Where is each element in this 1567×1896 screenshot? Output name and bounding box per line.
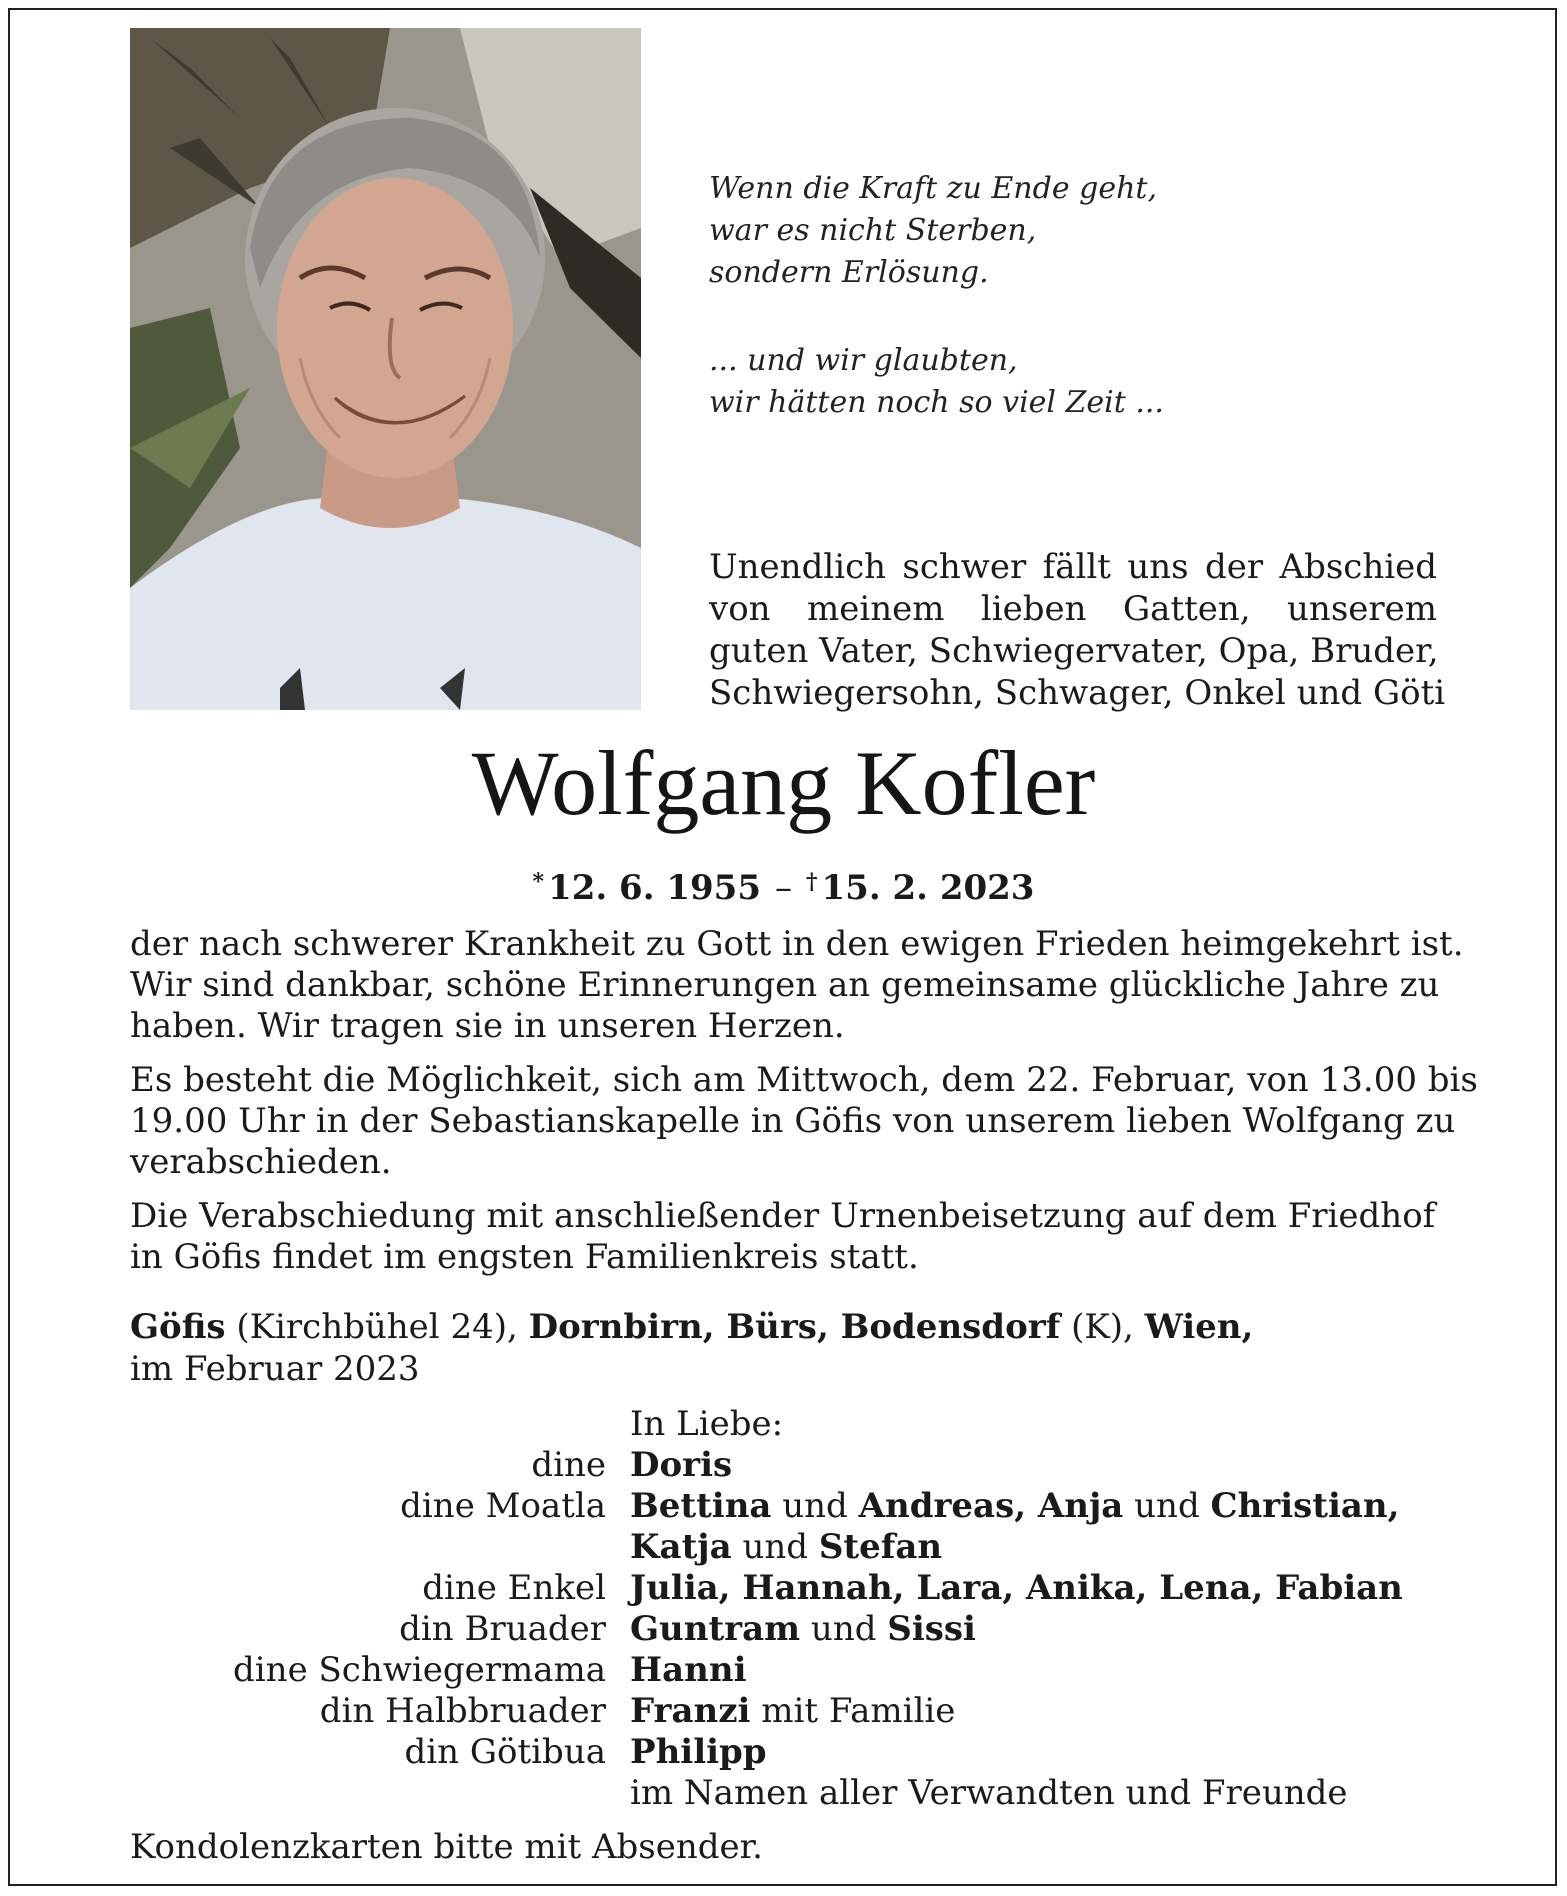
birth-symbol: * [532, 869, 545, 895]
poem-line: sondern Erlösung. [709, 255, 989, 290]
place-region-note: (K), [1071, 1307, 1134, 1347]
mourner-row [130, 1773, 1450, 1814]
body-paragraph-1 [130, 924, 1464, 1047]
relation-label: dine Schwiegermama [233, 1650, 606, 1690]
poem-stanza-1 [709, 168, 1157, 294]
intro-line: von meinem lieben Gatten, unserem [709, 589, 1437, 629]
mourner-name: Sissi [887, 1609, 976, 1649]
mourner-row: dine Moatla Bettina und Andreas, Anja und Christian, [130, 1486, 1450, 1527]
mourner-name: Philipp [630, 1732, 767, 1772]
places-block [130, 1306, 1253, 1390]
intro-line: Unendlich schwer fällt uns der Abschied [709, 547, 1437, 587]
mourner-name: Franzi [630, 1691, 751, 1731]
place-wien: Wien, [1144, 1307, 1254, 1347]
mourner-name: Hanni [630, 1650, 747, 1690]
mourner-name: Doris [630, 1445, 733, 1485]
body-paragraph-2 [130, 1060, 1478, 1183]
mourner-row: din Halbbruader Franzi mit Familie [130, 1691, 1450, 1732]
relation-label: dine Enkel [422, 1568, 606, 1608]
death-symbol: † [806, 869, 818, 895]
body-line: Die Verabschiedung mit anschließender Urnenbeisetzung auf dem Friedhof [130, 1196, 1436, 1236]
deceased-name: Wolfgang Kofler [471, 732, 1096, 834]
relation-label: din Halbbruader [319, 1691, 606, 1731]
mourner-name: Stefan [818, 1527, 943, 1567]
places-line [130, 1306, 1253, 1348]
footer-note: Kondolenzkarten bitte mit Absender. [130, 1827, 763, 1867]
intro-text [709, 546, 1446, 714]
life-dates [0, 860, 1567, 910]
portrait-illustration [130, 28, 641, 710]
mourner-row [130, 1568, 1450, 1609]
mourners-list [130, 1404, 1450, 1814]
body-line: Es besteht die Möglichkeit, sich am Mittwoch, dem 22. Februar, von 13.00 bis [130, 1060, 1478, 1100]
mourner-row [130, 1650, 1450, 1691]
poem-line: ... und wir glaubten, [709, 343, 1018, 378]
mourner-name: Guntram [630, 1609, 801, 1649]
intro-line: guten Vater, Schwiegervater, Opa, Bruder, [709, 631, 1439, 671]
mourner-name: Bettina [630, 1486, 772, 1526]
body-line: 19.00 Uhr in der Sebastianskapelle in Göfis von unserem lieben Wolfgang zu [130, 1101, 1456, 1141]
intro-line: Schwiegersohn, Schwager, Onkel und Göti [709, 673, 1446, 713]
mourners-closing: im Namen aller Verwandten und Freunde [630, 1773, 1348, 1813]
mourner-row: din Bruader Guntram und Sissi [130, 1609, 1450, 1650]
mourner-name: Julia, Hannah, Lara, Anika, Lena, Fabian [630, 1568, 1403, 1608]
body-line: der nach schwerer Krankheit zu Gott in den ewigen Frieden heimgekehrt ist. [130, 924, 1464, 964]
place-date: im Februar 2023 [130, 1349, 420, 1389]
mourner-name: Katja [630, 1527, 732, 1567]
body-line: verabschieden. [130, 1142, 392, 1182]
relation-label: din Bruader [399, 1609, 606, 1649]
mourner-row [130, 1732, 1450, 1773]
body-line: in Göfis findet im engsten Familienkreis statt. [130, 1237, 919, 1277]
relation-label: dine Moatla [400, 1486, 606, 1526]
place-goefis-address: (Kirchbühel 24), [236, 1307, 518, 1347]
portrait-photo [130, 28, 641, 710]
mourners-heading: In Liebe: [630, 1404, 784, 1444]
mourner-row [130, 1445, 1450, 1486]
body-line: Wir sind dankbar, schöne Erinnerungen an gemeinsame glückliche Jahre zu [130, 965, 1440, 1005]
poem-line: Wenn die Kraft zu Ende geht, [709, 171, 1157, 206]
poem-stanza-2 [709, 340, 1164, 424]
mourner-name: Christian, [1210, 1486, 1400, 1526]
body-paragraph-3 [130, 1196, 1438, 1278]
death-date: 15. 2. 2023 [821, 868, 1035, 908]
relation-label: dine [531, 1445, 606, 1485]
poem-line: wir hätten noch so viel Zeit ... [709, 385, 1164, 420]
poem-line: war es nicht Sterben, [709, 213, 1037, 248]
relation-label: din Götibua [404, 1732, 606, 1772]
mourner-row: Katja und Stefan [630, 1527, 943, 1567]
date-separator: – [775, 868, 792, 908]
mourner-row [130, 1404, 1450, 1445]
place-goefis: Göfis [130, 1307, 226, 1347]
mourner-name: Andreas, Anja [858, 1486, 1124, 1526]
place-list: Dornbirn, Bürs, Bodensdorf [528, 1307, 1061, 1347]
birth-date: 12. 6. 1955 [548, 868, 761, 908]
body-line: haben. Wir tragen sie in unseren Herzen. [130, 1006, 845, 1046]
